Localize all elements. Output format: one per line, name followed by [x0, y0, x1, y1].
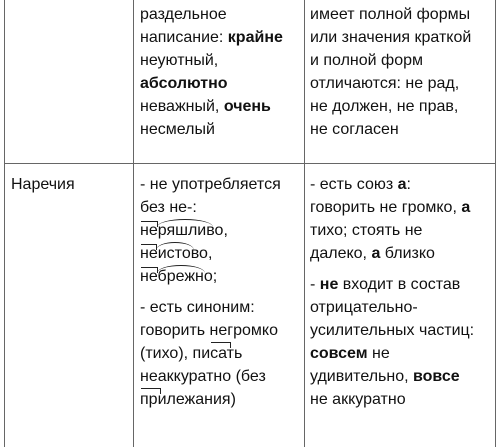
- text-line: не должен, не прав,: [310, 98, 459, 115]
- text-span: говорить не громко,: [310, 199, 462, 216]
- text-span: -: [310, 276, 320, 293]
- bold-word: крайне: [227, 29, 283, 46]
- table-column-divider-1: [133, 0, 134, 447]
- cell-row2-col3: [310, 173, 492, 411]
- prefix-mark: [141, 388, 160, 389]
- text-line: усилительных частиц:: [310, 322, 475, 339]
- text-line: [140, 26, 300, 49]
- text-span: удивительно,: [310, 368, 413, 385]
- spacer: [140, 288, 300, 296]
- text-line: [310, 173, 492, 196]
- text-line: [310, 273, 492, 296]
- text-line: или значения краткой: [310, 29, 472, 46]
- text-line: [310, 196, 492, 219]
- spacer: [310, 265, 492, 273]
- text-line: и полной форм: [310, 52, 424, 69]
- prefix-mark: [156, 244, 157, 250]
- text-span: :: [406, 176, 411, 193]
- text-line: [310, 242, 492, 265]
- bold-word: не: [319, 276, 339, 293]
- cell-row1-col3: [310, 3, 492, 141]
- text-line: неряшливо,: [140, 222, 228, 239]
- bold-line: абсолютно: [140, 75, 228, 92]
- text-line: [310, 342, 492, 365]
- cell-row2-col1: [11, 173, 129, 196]
- text-line: - есть синоним:: [140, 299, 255, 316]
- text-span: неважный,: [140, 98, 224, 115]
- text-line: имеет полной формы: [310, 6, 471, 23]
- text-line: неаккуратно (без: [140, 368, 266, 385]
- text-line: [140, 95, 300, 118]
- text-line: не аккуратно: [310, 391, 406, 408]
- prefix-mark: [160, 388, 161, 394]
- cell-row1-col2: [140, 3, 300, 141]
- text-line: раздельное: [140, 6, 227, 23]
- prefix-mark: [157, 221, 158, 227]
- bold-word: совсем: [310, 345, 368, 362]
- text-line: отличаются: не рад,: [310, 75, 460, 92]
- cell-row2-col2: [140, 173, 300, 411]
- text-line: без не-:: [140, 199, 197, 216]
- bold-word: а: [461, 199, 471, 216]
- text-span: не: [367, 345, 390, 362]
- text-line: неистово,: [140, 245, 213, 262]
- table-column-divider-2: [304, 0, 305, 447]
- text-line: небрежно;: [140, 268, 218, 285]
- prefix-mark: [141, 244, 156, 245]
- text-span: входит в состав: [338, 276, 461, 293]
- bold-word: а: [397, 176, 407, 193]
- text-line: прилежания): [140, 391, 236, 408]
- prefix-mark: [230, 342, 231, 348]
- text-line: несмелый: [140, 121, 215, 138]
- text-line: отрицательно-: [310, 299, 418, 316]
- text-line: [310, 365, 492, 388]
- text-span: далеко,: [310, 245, 372, 262]
- text-span: близко: [380, 245, 435, 262]
- text-span: - есть союз: [310, 176, 398, 193]
- text-line: (тихо), писать: [140, 345, 243, 362]
- bold-word: очень: [223, 98, 271, 115]
- text-line: - не употребляется: [140, 176, 281, 193]
- text-line: неуютный,: [140, 52, 219, 69]
- text-line: говорить негромко: [140, 322, 278, 339]
- table-border-right: [495, 0, 496, 447]
- bold-word: вовсе: [413, 368, 460, 385]
- row-header-adverbs: Наречия: [11, 176, 75, 193]
- table-row-divider: [4, 163, 496, 164]
- prefix-mark: [211, 342, 230, 343]
- text-span: написание:: [140, 29, 228, 46]
- bold-word: а: [371, 245, 381, 262]
- prefix-mark: [141, 267, 157, 268]
- prefix-mark: [157, 267, 158, 273]
- text-line: не согласен: [310, 121, 399, 138]
- text-line: тихо; стоять не: [310, 222, 423, 239]
- table-border-left: [4, 0, 5, 447]
- prefix-mark: [141, 221, 157, 222]
